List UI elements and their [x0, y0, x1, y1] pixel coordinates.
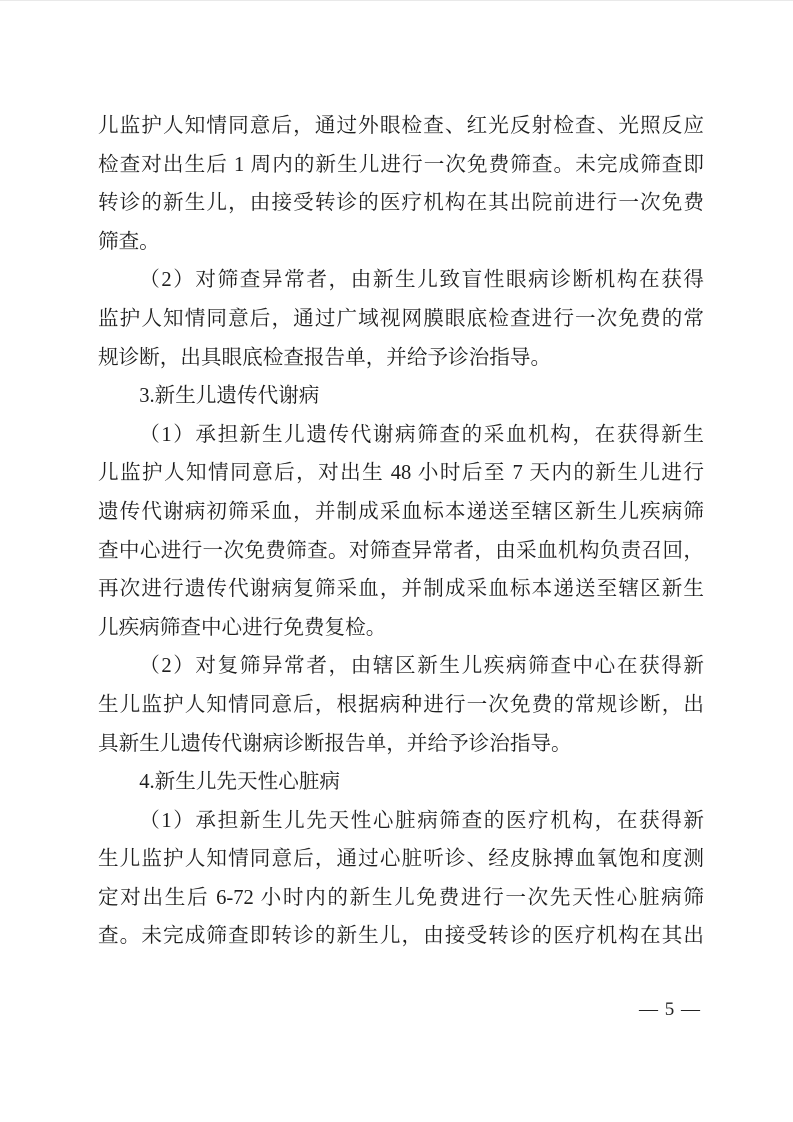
text-line: 规诊断，出具眼底检查报告单，并给予诊治指导。 — [98, 346, 552, 369]
text-line: 遗传代谢病初筛采血，并制成采血标本递送至辖区新生儿疾病筛 — [98, 500, 704, 523]
text-line: 儿监护人知情同意后，通过外眼检查、红光反射检查、光照反应 — [98, 115, 704, 137]
text-line: 检查对出生后 1 周内的新生儿进行一次免费筛查。未完成筛查即 — [98, 153, 704, 176]
text-line: （2）对筛查异常者，由新生儿致盲性眼病诊断机构在获得 — [139, 269, 704, 292]
scan-edge-line — [0, 0, 793, 1]
page-number: — 5 — — [639, 999, 701, 1020]
text-line: （1）承担新生儿遗传代谢病筛查的采血机构，在获得新生 — [139, 423, 704, 446]
text-line: 筛查。 — [98, 230, 160, 253]
document-body — [98, 107, 704, 956]
text-line: 4.新生儿先天性心脏病 — [139, 771, 340, 794]
text-line: 查中心进行一次免费筛查。对筛查异常者，由采血机构负责召回， — [98, 539, 704, 562]
page-footer — [639, 999, 701, 1021]
text-line: 查。未完成筛查即转诊的新生儿，由接受转诊的医疗机构在其出 — [98, 925, 704, 948]
text-line: 定对出生后 6-72 小时内的新生儿免费进行一次先天性心脏病筛 — [98, 886, 704, 909]
text-line: 儿疾病筛查中心进行免费复检。 — [98, 616, 387, 639]
text-line: 具新生儿遗传代谢病诊断报告单，并给予诊治指导。 — [98, 732, 572, 755]
text-line: 再次进行遗传代谢病复筛采血，并制成采血标本递送至辖区新生 — [98, 578, 704, 601]
text-line: （1）承担新生儿先天性心脏病筛查的医疗机构，在获得新 — [139, 809, 704, 832]
text-line: 3.新生儿遗传代谢病 — [139, 385, 320, 408]
text-line: 生儿监护人知情同意后，通过心脏听诊、经皮脉搏血氧饱和度测 — [98, 848, 704, 871]
text-line: 生儿监护人知情同意后，根据病种进行一次免费的常规诊断，出 — [98, 693, 704, 716]
text-line: 转诊的新生儿，由接受转诊的医疗机构在其出院前进行一次免费 — [98, 192, 704, 215]
text-line: 监护人知情同意后，通过广域视网膜眼底检查进行一次免费的常 — [98, 307, 704, 330]
text-line: 儿监护人知情同意后，对出生 48 小时后至 7 天内的新生儿进行 — [98, 462, 704, 485]
text-line: （2）对复筛异常者，由辖区新生儿疾病筛查中心在获得新 — [139, 655, 704, 678]
